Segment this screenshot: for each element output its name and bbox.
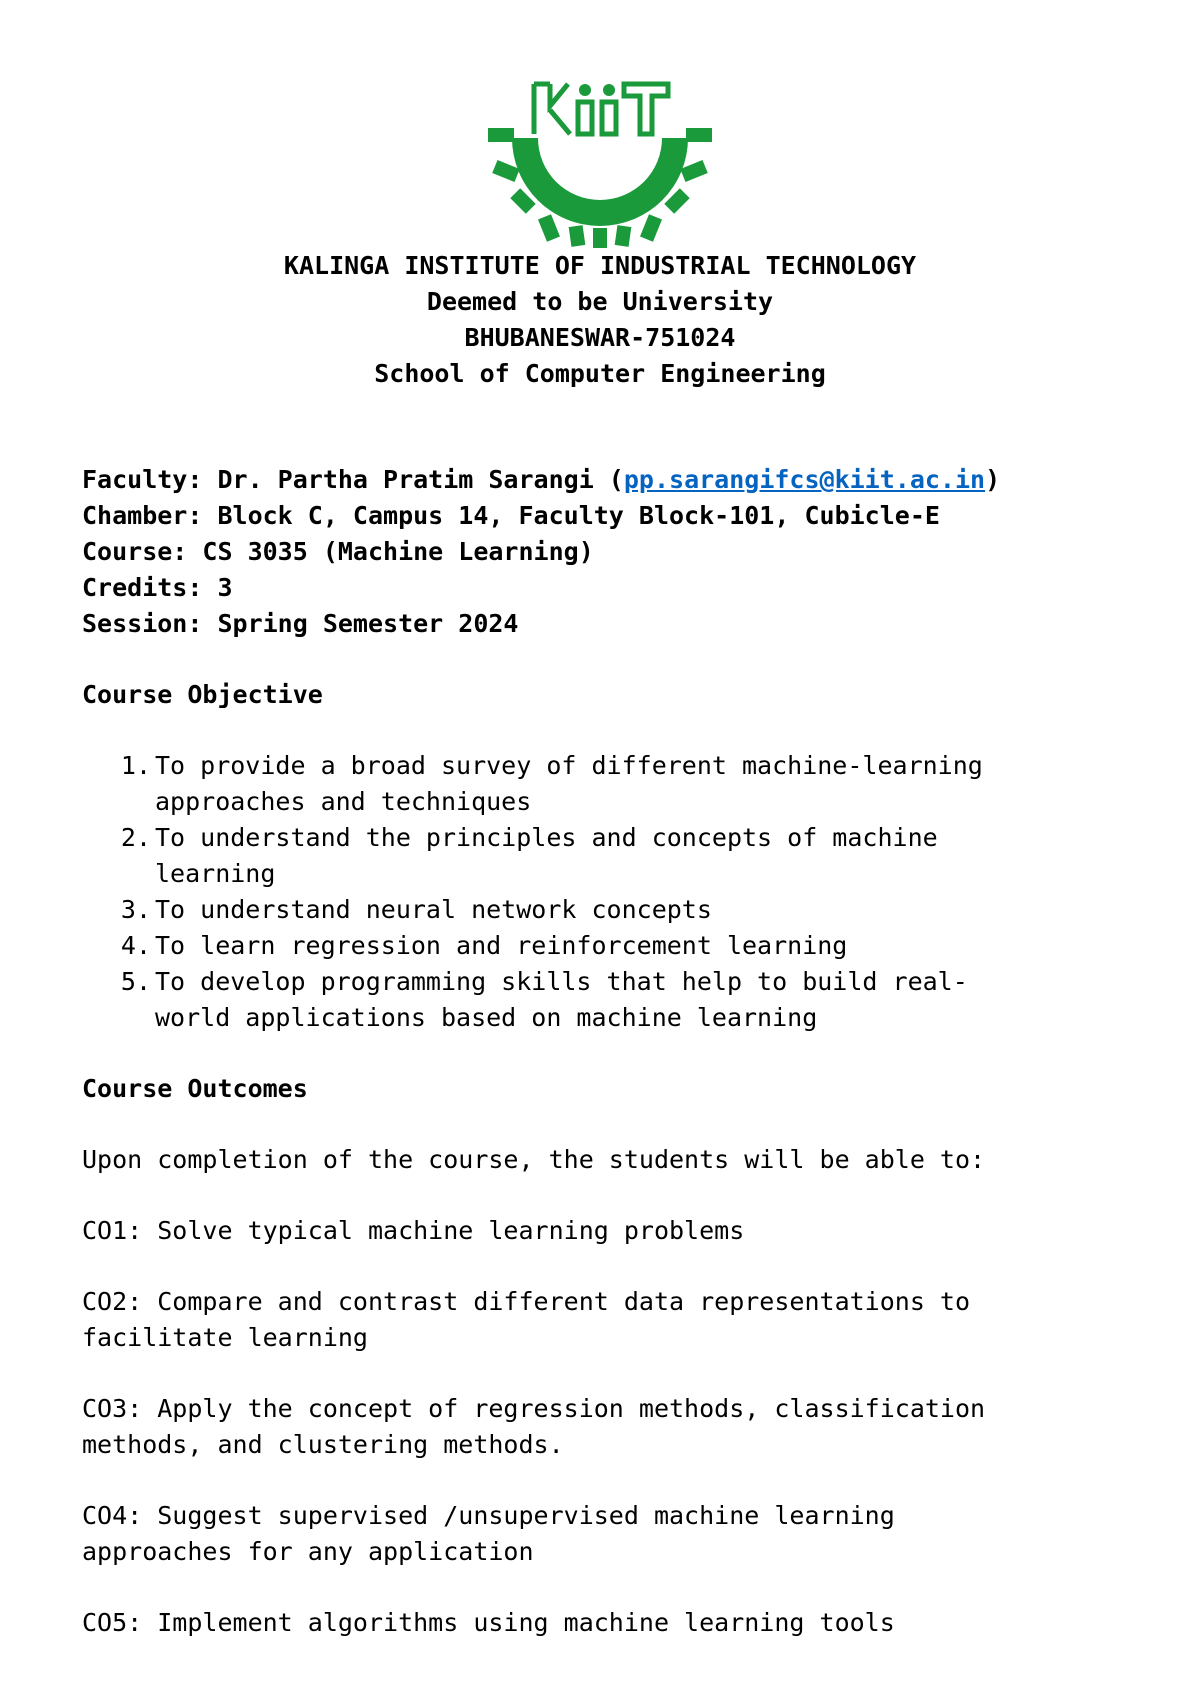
objective-number: 3. (120, 895, 151, 924)
faculty-label: Faculty: Dr. Partha Pratim Sarangi ( (82, 465, 624, 494)
objective-number: 1. (120, 751, 151, 780)
city-pin: BHUBANESWAR-751024 (464, 323, 736, 352)
objective-item: To provide a broad survey of different machine-learning (155, 751, 983, 780)
institute-name: KALINGA INSTITUTE OF INDUSTRIAL TECHNOLOGY (283, 251, 917, 280)
objective-number: 5. (120, 967, 151, 996)
outcome-co3: CO3: Apply the concept of regression methods, classification (82, 1394, 986, 1423)
outcomes-intro: Upon completion of the course, the students will be able to: (82, 1145, 986, 1174)
objective-number: 4. (120, 931, 151, 960)
outcome-co2: CO2: Compare and contrast different data representations to (82, 1287, 971, 1316)
chamber-line: Chamber: Block C, Campus 14, Faculty Block-101, Cubicle-E (82, 501, 940, 530)
outcome-co5: CO5: Implement algorithms using machine learning tools (82, 1608, 895, 1637)
objective-title: Course Objective (82, 680, 323, 709)
objective-number: 2. (120, 823, 151, 852)
faculty-email-link[interactable]: pp.sarangifcs@kiit.ac.in (623, 465, 986, 494)
faculty-suffix: ) (985, 465, 1001, 494)
outcome-co4: CO4: Suggest supervised /unsupervised machine learning (82, 1501, 895, 1530)
faculty-line (82, 462, 1000, 498)
objective-item: To develop programming skills that help to build real- (155, 967, 968, 996)
objective-item-continuation: approaches and techniques (155, 787, 532, 816)
university-status: Deemed to be University (426, 287, 774, 316)
outcomes-title: Course Outcomes (82, 1074, 308, 1103)
objective-item-continuation: learning (155, 859, 276, 888)
outcome-co2-continuation: facilitate learning (82, 1323, 368, 1352)
session-line: Session: Spring Semester 2024 (82, 609, 519, 638)
kiit-logo (486, 76, 714, 248)
course-line: Course: CS 3035 (Machine Learning) (82, 537, 594, 566)
objective-item: To learn regression and reinforcement learning (155, 931, 848, 960)
credits-line: Credits: 3 (82, 573, 233, 602)
outcome-co4-continuation: approaches for any application (82, 1537, 534, 1566)
objective-item: To understand neural network concepts (155, 895, 712, 924)
school-name: School of Computer Engineering (374, 359, 826, 388)
objective-item-continuation: world applications based on machine learning (155, 1003, 818, 1032)
outcome-co3-continuation: methods, and clustering methods. (82, 1430, 564, 1459)
outcome-co1: CO1: Solve typical machine learning problems (82, 1216, 745, 1245)
objective-item: To understand the principles and concepts of machine (155, 823, 938, 852)
